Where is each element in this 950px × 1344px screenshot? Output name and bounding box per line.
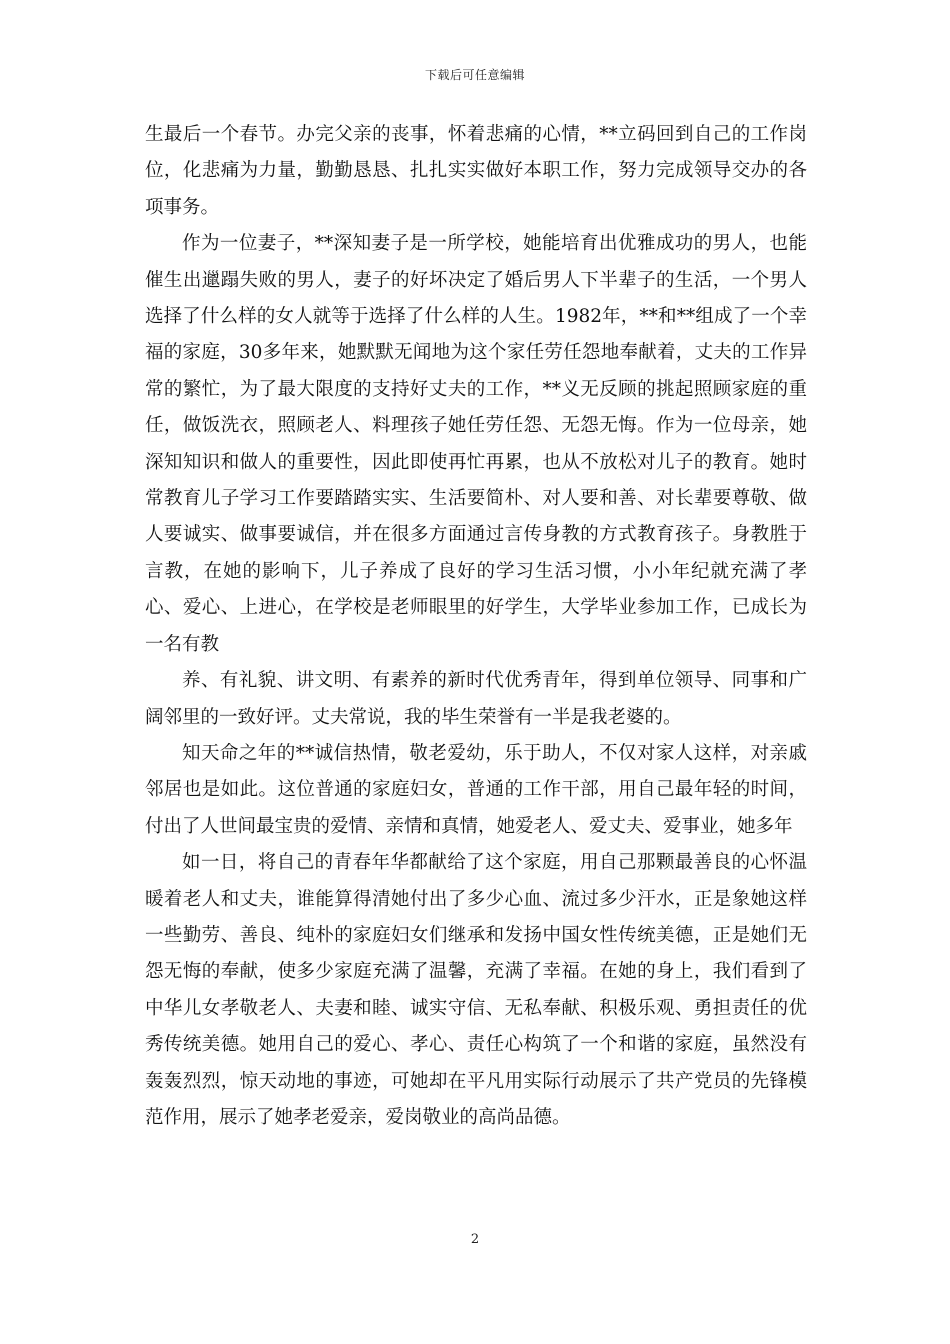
paragraph: 作为一位妻子，**深知妻子是一所学校，她能培育出优雅成功的男人，也能催生出邋蹋失败的男人，妻子的好坏决定了婚后男人下半辈子的生活，一个男人选择了什么样的女人就等于选择了什么样的人生。1982年，**和**组成了一个幸福的家庭，30多年来，她默默无闻地为这个家任劳任怨地奉献着，丈夫的工作异常的繁忙，为了最大限度的支持好丈夫的工作，**义无反顾的挑起照顾家庭的重任，做饭洗衣，照顾老人、料理孩子她任劳任怨、无怨无悔。作为一位母亲，她深知知识和做人的重要性，因此即使再忙再累，也从不放松对儿子的教育。她时常教育儿子学习工作要踏踏实实、生活要简朴、对人要和善、对长辈要尊敬、做人要诚实、做事要诚信，并在很多方面通过言传身教的方式教育孩子。身教胜于言教，在她的影响下，儿子养成了良好的学习生活习惯，小小年纪就充满了孝心、爱心、上进心，在学校是老师眼里的好学生，大学毕业参加工作，已成长为一名有教	[145, 233, 807, 655]
paragraph: 养、有礼貌、讲文明、有素养的新时代优秀青年，得到单位领导、同事和广阔邻里的一致好评。丈夫常说，我的毕生荣誉有一半是我老婆的。	[145, 670, 807, 728]
page-number: 2	[470, 1232, 480, 1247]
paragraph-continuation: 生最后一个春节。办完父亲的丧事，怀着悲痛的心情，**立码回到自己的工作岗位，化悲痛为力量，勤勤恳恳、扎扎实实做好本职工作，努力完成领导交办的各项事务。	[145, 124, 807, 218]
paragraph: 知天命之年的**诚信热情，敬老爱幼，乐于助人，不仅对家人这样，对亲戚邻居也是如此。这位普通的家庭妇女，普通的工作干部，用自己最年轻的时间，付出了人世间最宝贵的爱情、亲情和真情，她爱老人、爱丈夫、爱事业，她多年	[145, 742, 807, 837]
paragraph: 如一日，将自己的青春年华都献给了这个家庭，用自己那颗最善良的心怀温暖着老人和丈夫，谁能算得清她付出了多少心血、流过多少汗水，正是象她这样一些勤劳、善良、纯朴的家庭妇女们继承和发扬中国女性传统美德，正是她们无怨无悔的奉献，使多少家庭充满了温馨，充满了幸福。在她的身上，我们看到了中华儿女孝敬老人、夫妻和睦、诚实守信、无私奉献、积极乐观、勇担责任的优秀传统美德。她用自己的爱心、孝心、责任心构筑了一个和谐的家庭，虽然没有轰轰烈烈，惊天动地的事迹，可她却在平凡用实际行动展示了共产党员的先锋模范作用，展示了她孝老爱亲，爱岗敬业的高尚品德。	[145, 852, 807, 1128]
document-body	[145, 117, 807, 1136]
page-header: 下载后可任意编辑	[424, 68, 525, 82]
